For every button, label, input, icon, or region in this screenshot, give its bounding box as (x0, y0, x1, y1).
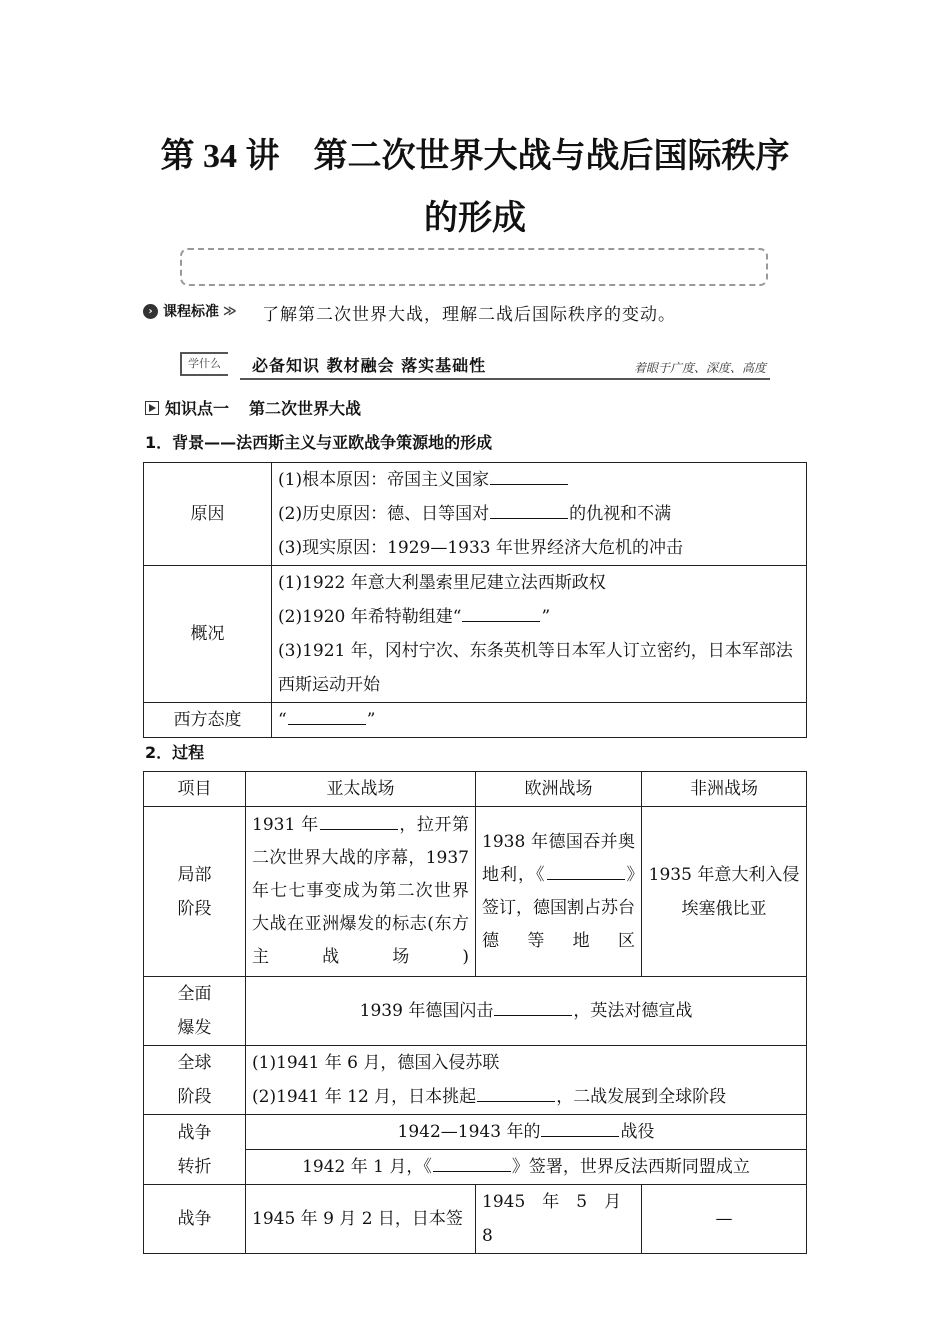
europe-cell: 1938 年德国吞并奥地利，《 》签订，德国割占苏台德等地区 (476, 807, 642, 977)
knowledge-point-label: 知识点一 (165, 399, 230, 418)
background-table (143, 462, 807, 738)
global-cell: (1)1941 年 6 月，德国入侵苏联 (2)1941 年 12 月，日本挑起 ，二战发展到全球阶段 (246, 1046, 807, 1115)
banner-rule (240, 378, 770, 380)
fill-blank[interactable] (490, 517, 568, 519)
column-header: 项目 (144, 772, 246, 807)
course-standard-label: 课程标准 (163, 304, 219, 320)
fill-blank[interactable] (494, 1014, 572, 1016)
table-row (144, 1115, 807, 1150)
fill-blank[interactable] (320, 828, 398, 830)
row-label: 战争 转折 (144, 1115, 246, 1185)
table-row (144, 1185, 807, 1254)
process-table (143, 771, 807, 1254)
fill-blank[interactable] (433, 1170, 511, 1172)
section-heading-process: 2．过程 (145, 743, 205, 762)
fill-blank[interactable] (477, 1100, 555, 1102)
chevron-right-icon: › (143, 304, 158, 319)
course-standard-tag (143, 301, 237, 321)
table-row (144, 1046, 807, 1115)
fill-blank[interactable] (547, 878, 625, 880)
end-africa-cell: — (642, 1185, 807, 1254)
row-content: “ ” (272, 703, 807, 738)
row-content: (1)根本原因：帝国主义国家 (2)历史原因：德、日等国对 的仇视和不满 (3)现实原因：1929—1933 年世界经济大危机的冲击 (272, 463, 807, 566)
turning-cell-2: 1942 年 1 月，《 》签署，世界反法西斯同盟成立 (246, 1150, 807, 1185)
page-title-line1: 第 34 讲 第二次世界大战与战后国际秩序 (160, 138, 790, 175)
row-label: 概况 (144, 566, 272, 703)
asia-cell: 1931 年 ，拉开第二次世界大战的序幕，1937 年七七事变成为第二次世界大战在亚洲爆发的标志(东方主战场) (246, 807, 476, 977)
row-label: 原因 (144, 463, 272, 566)
row-label: 西方态度 (144, 703, 272, 738)
row-label: 战争 (144, 1185, 246, 1254)
fill-blank[interactable] (462, 620, 540, 622)
banner-title: 必备知识 教材融会 落实基础性 (252, 356, 487, 375)
page-title-line2: 的形成 (424, 200, 526, 237)
row-label: 局部 阶段 (144, 807, 246, 977)
row-label: 全球 阶段 (144, 1046, 246, 1115)
section-heading-background: 1．背景——法西斯主义与亚欧战争策源地的形成 (145, 433, 493, 452)
end-europe-cell: 1945 年 5 月 8 (476, 1185, 642, 1254)
fill-blank[interactable] (490, 483, 568, 485)
table-row (144, 566, 807, 703)
turning-cell-1: 1942—1943 年的 战役 (246, 1115, 807, 1150)
column-header: 欧洲战场 (476, 772, 642, 807)
course-standard-text: 了解第二次世界大战，理解二战后国际秩序的变动。 (262, 305, 676, 325)
africa-cell: 1935 年意大利入侵埃塞俄比亚 (642, 807, 807, 977)
knowledge-point-heading (145, 396, 361, 419)
table-row (144, 807, 807, 977)
fill-blank[interactable] (288, 723, 366, 725)
double-chevron-icon: ≫ (223, 303, 237, 319)
outbreak-cell: 1939 年德国闪击 ，英法对德宣战 (246, 977, 807, 1046)
banner-logo: 学什么 (180, 352, 228, 376)
table-row (144, 977, 807, 1046)
row-label: 全面 爆发 (144, 977, 246, 1046)
dashed-box (180, 248, 768, 286)
banner-subtitle: 着眼于广度、深度、高度 (633, 361, 766, 375)
knowledge-point-title: 第二次世界大战 (249, 399, 362, 418)
column-header: 亚太战场 (246, 772, 476, 807)
play-icon (145, 401, 159, 415)
section-banner (180, 350, 770, 380)
row-content: (1)1922 年意大利墨索里尼建立法西斯政权 (2)1920 年希特勒组建“ ” (3)1921 年，冈村宁次、东条英机等日本军人订立密约，日本军部法西斯运动开始 (272, 566, 807, 703)
fill-blank[interactable] (541, 1135, 619, 1137)
table-header-row (144, 772, 807, 807)
end-asia-cell: 1945 年 9 月 2 日，日本签 (246, 1185, 476, 1254)
table-row (144, 703, 807, 738)
table-row (144, 463, 807, 566)
column-header: 非洲战场 (642, 772, 807, 807)
